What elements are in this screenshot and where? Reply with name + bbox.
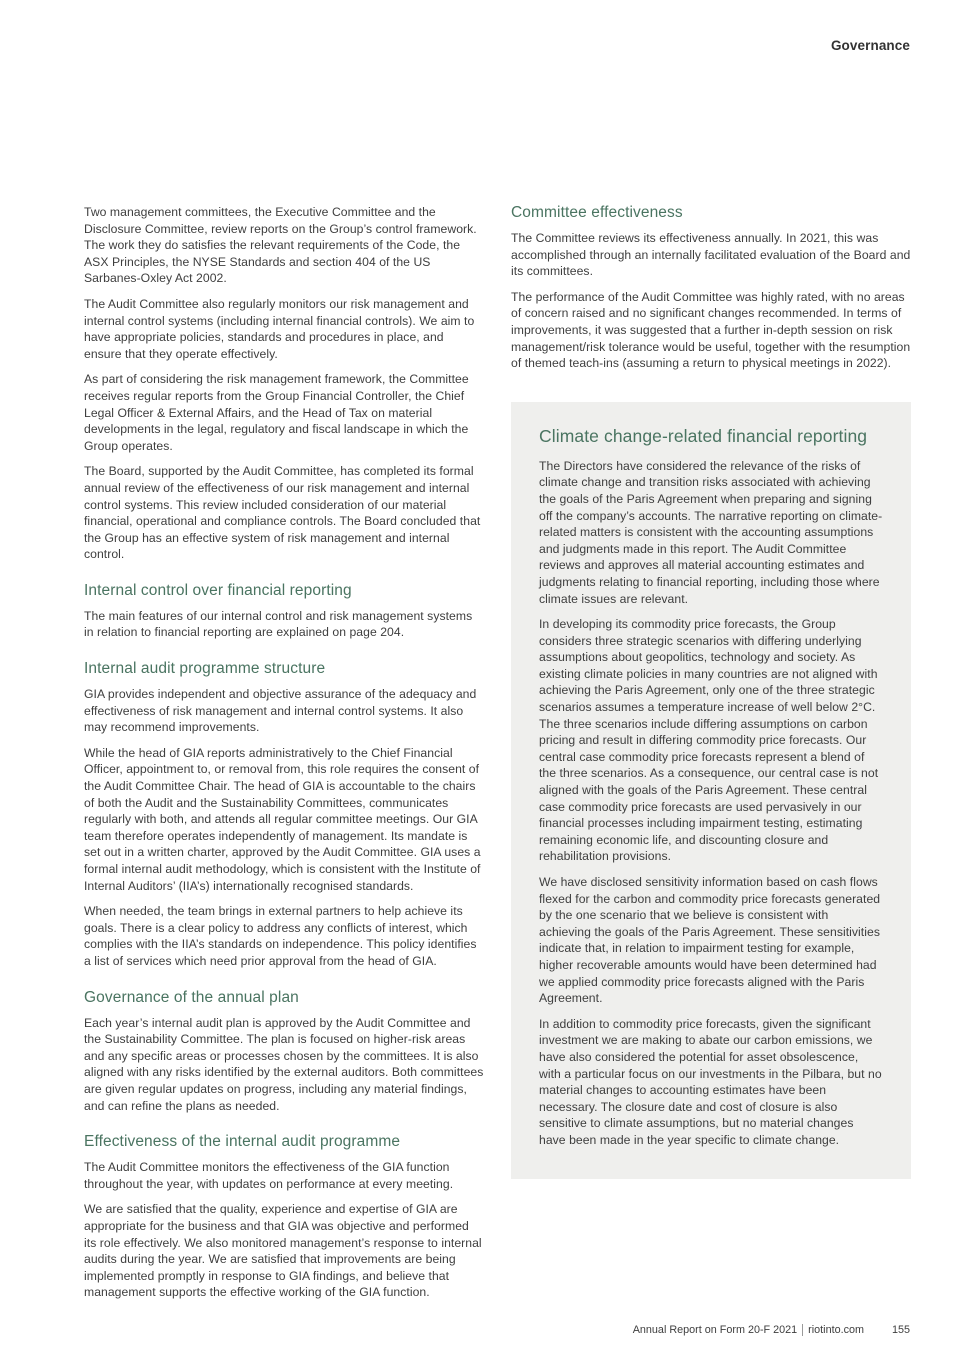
climate-highlight-box [511, 402, 911, 1179]
heading-internal-control: Internal control over financial reporting [84, 581, 352, 599]
footer-report-title: Annual Report on Form 20-F 2021 [632, 1324, 798, 1336]
page-footer [633, 1324, 910, 1336]
heading-climate-reporting: Climate change-related financial reporting [539, 425, 868, 446]
box-paragraph: In developing its commodity price forecasts, the Group considers three strategic scenarios with differing underlying assumptions about geopolitics, technology and society. As existing climate policies in many countries are not aligned with achieving the Paris Agreement, only one of the three strategic scenarios assumes a temperature increase of well below 2°C. The three scenarios include differing assumptions on carbon pricing and result in differing commodity price forecasts. Our central case commodity price forecasts represent a blend of the three scenarios. As a consequence, our central case is not aligned with the goals of the Paris Agreement. These central case commodity price forecasts are used pervasively in our financial processes including impairment testing, estimating remaining economic life, and discounting closure and rehabilitation provisions. [539, 617, 879, 864]
intro-paragraph: The Board, supported by the Audit Committee, has completed its formal annual review of the effectiveness of our risk management and internal control systems. This review included consideration of our material financial, operational and compliance controls. The Board concluded that the Group has an effective system of risk management and internal control. [84, 464, 481, 562]
heading-committee-effectiveness: Committee effectiveness [511, 204, 683, 221]
section-paragraph: We are satisfied that the quality, experience and expertise of GIA are appropriate for the business and that GIA was objective and performed its role effectively. We also monitored management’s response to internal audits during the year. We are satisfied that improvements are being implemented promptly in response to GIA findings, and believe that management supports the effective working of the GIA function. [84, 1202, 482, 1300]
section-paragraph: The main features of our internal control and risk management systems in relation to financial reporting are explained on page 204. [84, 608, 473, 640]
intro-paragraph: Two management committees, the Executive Committee and the Disclosure Committee, review reports on the Group’s control framework. The work they do satisfies the relevant requirements of the Code, the ASX Principles, the NYSE Standards and section 404 of the US Sarbanes-Oxley Act 2002. [84, 205, 477, 286]
section-paragraph: When needed, the team brings in external partners to help achieve its goals. There is a clear policy to address any conflicts of interest, which complies with the IIA’s standards on independence. This policy identifies a list of services which need prior approval from the head of GIA. [84, 904, 477, 968]
intro-paragraph: The Audit Committee also regularly monitors our risk management and internal control systems (including internal financial controls). We aim to have appropriate policies, standards and procedures in place, and ensure that they operate effectively. [84, 296, 475, 361]
section-paragraph: GIA provides independent and objective assurance of the adequacy and effectiveness of risk management and internal control systems. It also may recommend improvements. [84, 687, 477, 735]
section-paragraph: The performance of the Audit Committee was highly rated, with no areas of concern raised and no significant changes recommended. In terms of improvements, it was suggested that a further in-depth session on risk management/risk tolerance would be useful, together with the resumption of themed teach-ins (assuming a return to physical meetings in 2022). [511, 289, 911, 371]
right-column [511, 204, 911, 1310]
section-label: Governance [830, 38, 910, 53]
left-column [84, 204, 484, 1310]
page-number: 155 [891, 1324, 910, 1336]
footer-website: riotinto.com [808, 1324, 864, 1336]
intro-paragraph: As part of considering the risk management framework, the Committee receives regular reports from the Group Financial Controller, the Chief Legal Officer & External Affairs, and the Head of Tax on material developments in the legal, regulatory and fiscal landscape in which the Group operates. [84, 372, 469, 453]
heading-governance-annual-plan: Governance of the annual plan [84, 988, 299, 1006]
section-paragraph: The Committee reviews its effectiveness annually. In 2021, this was accomplished through an internally facilitated evaluation of the Board and its committees. [511, 231, 911, 279]
section-paragraph: While the head of GIA reports administratively to the Chief Financial Officer, appointment to, or removal from, this role requires the consent of the Audit Committee Chair. The head of GIA is accountable to the chairs of both the Audit and the Sustainability Committees, communicates regularly with both, and attends all regular committee meetings. Our GIA team therefore operates independently of management. Its mandate is set out in a written charter, approved by the Audit Committee. GIA uses a formal internal audit methodology, which is consistent with the Institute of Internal Auditors’ (IIA’s) internationally recognised standards. [84, 745, 481, 893]
two-column-layout [84, 204, 911, 1310]
footer-divider [802, 1324, 803, 1336]
box-paragraph: In addition to commodity price forecasts, given the significant investment we are making to abate our carbon emissions, we have also considered the potential for asset obsolescence, with a particular focus on our investments in the Pilbara, but no material changes to accounting estimates have been necessary. The closure date and cost of closure is also sensitive to climate assumptions, but no material changes have been made in the year specific to climate change. [539, 1016, 882, 1147]
box-paragraph: We have disclosed sensitivity information based on cash flows flexed for the carbon and commodity price forecasts generated by the one scenario that we believe is consistent with achieving the goals of the Paris Agreement. These sensitivities indicate that, in relation to impairment testing for example, higher recoverable amounts would have been determined had we applied commodity price forecasts aligned with the Paris Agreement. [539, 875, 881, 1006]
section-paragraph: The Audit Committee monitors the effectiveness of the GIA function throughout the year, with updates on performance at every meeting. [84, 1160, 454, 1191]
section-paragraph: Each year’s internal audit plan is approved by the Audit Committee and the Sustainability Committee. The plan is focused on higher-risk areas and any specific areas or processes chosen by the committees. It is also aligned with any risks identified by the external auditors. Both committees are given regular updates on progress, including any material findings, and can refine the plans as needed. [84, 1015, 484, 1113]
heading-effectiveness-internal-audit: Effectiveness of the internal audit programme [84, 1133, 401, 1151]
heading-internal-audit-structure: Internal audit programme structure [84, 660, 326, 678]
box-paragraph: The Directors have considered the relevance of the risks of climate change and transition risks associated with achieving the goals of the Paris Agreement when preparing and signing off the company’s accounts. The narrative reporting on climate-related matters is consistent with the accounting assumptions and judgments made in this report. The Audit Committee reviews and approves all material accounting estimates and judgments relating to financial reporting, including those where climate issues are relevant. [539, 458, 883, 606]
